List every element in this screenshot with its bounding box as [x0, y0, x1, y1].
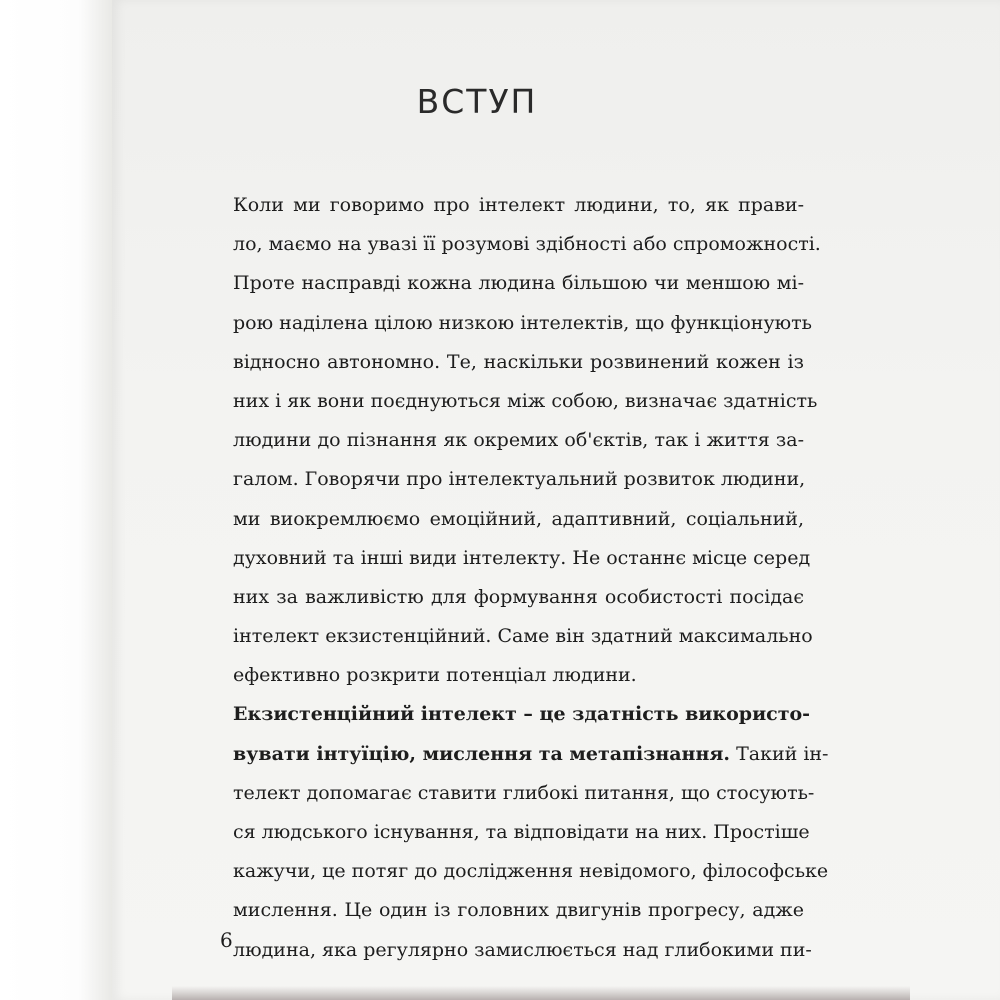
paragraph-2-line-3: телект допомагає ставити глибокі питання, що стосують-	[233, 781, 815, 804]
definition-continuation: Такий ін-	[730, 742, 829, 765]
paragraph-1-line-5: відносно автономно. Те, наскільки розвинений кожен із	[233, 350, 804, 373]
paragraph-1-line-7: людини до пізнання як окремих об'єктів, так і життя за-	[233, 429, 804, 452]
paragraph-1-line-3: Проте насправді кожна людина більшою чи меншою мі-	[233, 272, 804, 295]
paragraph-1-line-10: духовний та інші види інтелекту. Не останнє місце серед	[233, 546, 811, 569]
paragraph-1-line-6: них і як вони поєднуються між собою, визначає здатність	[233, 389, 818, 412]
paragraph-1-line-13: ефективно розкрити потенціал людини.	[233, 664, 637, 687]
paragraph-2-line-1: Екзистенційний інтелект – це здатність використо-	[233, 703, 811, 726]
chapter-title: ВСТУП	[416, 82, 538, 121]
page-number: 6	[220, 928, 233, 952]
paragraph-2-line-4: ся людського існування, та відповідати на них. Простіше	[233, 821, 810, 843]
page-margin-left	[0, 0, 112, 1000]
paragraph-1-line-2: ло, маємо на увазі її розумові здібності або спроможності.	[233, 233, 821, 256]
body-text	[233, 186, 829, 970]
paragraph-1-line-4: рою наділена цілою низкою інтелектів, що функціонують	[233, 311, 813, 334]
paragraph-2-line-2	[233, 735, 829, 774]
definition-emphasis: вувати інтуїцію, мислення та метапізнання.	[233, 742, 731, 765]
paragraph-1-line-8: галом. Говорячи про інтелектуальний розвиток людини,	[233, 468, 806, 491]
paragraph-2-line-7: людина, яка регулярно замислюється над глибокими пи-	[233, 938, 812, 961]
paragraph-2-line-5: кажучи, це потяг до дослідження невідомого, філософське	[233, 860, 829, 883]
paragraph-1-line-12: інтелект екзистенційний. Саме він здатний максимально	[233, 625, 813, 648]
paragraph-1-line-11: них за важливістю для формування особистості посідає	[233, 585, 804, 608]
paragraph-1-line-1: Коли ми говоримо про інтелект людини, то, як прави-	[233, 194, 804, 216]
paragraph-2-line-6: мислення. Це один із головних двигунів прогресу, адже	[233, 899, 804, 922]
paragraph-1-line-9: ми виокремлюємо емоційний, адаптивний, соціальний,	[233, 507, 804, 530]
